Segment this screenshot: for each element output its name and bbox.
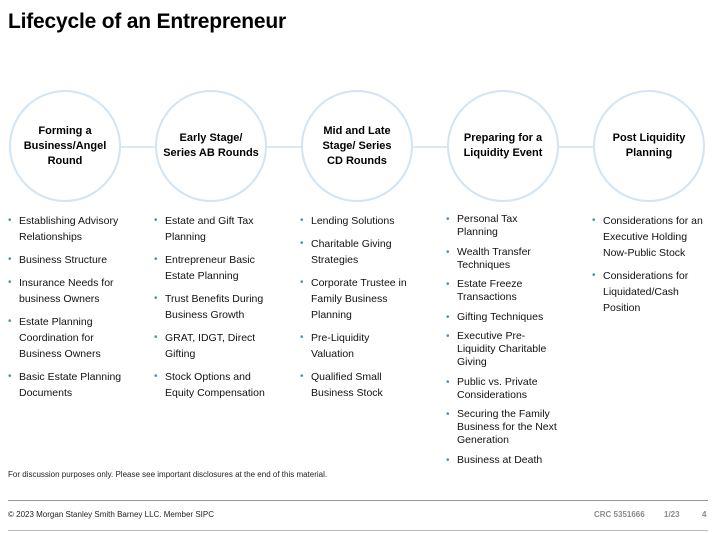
disclaimer-text: For discussion purposes only. Please see important disclosures at the end of this material.	[8, 470, 328, 479]
bullet-text: Executive Pre- Liquidity Charitable Giving	[457, 330, 547, 368]
list-item	[8, 275, 143, 307]
list-item	[446, 246, 581, 272]
list-item	[446, 454, 581, 467]
list-item	[8, 314, 143, 362]
list-item	[154, 330, 289, 362]
bullet-text: Business Structure	[19, 254, 108, 266]
bullet-text: Stock Options and Equity Compensation	[165, 371, 265, 399]
list-item	[300, 213, 435, 229]
list-item	[154, 369, 289, 401]
list-item	[154, 252, 289, 284]
footer-divider	[8, 500, 708, 501]
bullet-text: Estate Freeze Transactions	[457, 278, 523, 303]
list-item	[154, 213, 289, 245]
bullet-text: Charitable Giving Strategies	[311, 238, 392, 266]
list-item	[300, 275, 435, 323]
list-item	[446, 278, 581, 304]
stage-circle-early	[155, 90, 267, 202]
list-item	[446, 311, 581, 324]
stage-circle-preparing	[447, 90, 559, 202]
bullet-text: Wealth Transfer Techniques	[457, 245, 531, 271]
bullet-text: Estate and Gift Tax Planning	[165, 215, 254, 243]
bullet-text: Basic Estate Planning Documents	[19, 371, 122, 399]
stage-label: Mid and Late Stage/ Series CD Rounds	[322, 124, 392, 167]
bullet-list-mid-late	[300, 213, 435, 408]
bullet-text: Lending Solutions	[311, 215, 395, 227]
list-item	[446, 330, 581, 369]
bullet-text: Entrepreneur Basic Estate Planning	[165, 254, 255, 282]
stage-circle-mid-late	[301, 90, 413, 202]
stage-label: Early Stage/ Series AB Rounds	[163, 132, 259, 159]
list-item	[592, 213, 720, 261]
list-item	[154, 291, 289, 323]
stage-label: Preparing for a Liquidity Event	[463, 132, 543, 159]
list-item	[8, 213, 143, 245]
bullet-text: Considerations for an Executive Holding Now-Public Stock	[603, 215, 703, 259]
bullet-text: Estate Planning Coordination for Business Owners	[19, 316, 101, 360]
bullet-text: Pre-Liquidity Valuation	[311, 332, 370, 360]
bullet-list-post-liquidity	[592, 213, 720, 323]
bullet-list-preparing	[446, 213, 581, 473]
bullet-text: Trust Benefits During Business Growth	[165, 293, 264, 321]
list-item	[446, 408, 581, 447]
bullet-text: Public vs. Private Considerations	[457, 375, 538, 401]
stage-label: Post Liquidity Planning	[612, 132, 686, 159]
bullet-text: Qualified Small Business Stock	[311, 371, 383, 399]
bullet-text: Business at Death	[457, 453, 543, 466]
stage-circle-forming	[9, 90, 121, 202]
list-item	[446, 376, 581, 402]
document-code: CRC 5351666	[594, 510, 645, 519]
bullet-text: Securing the Family Business for the Next Generation	[457, 408, 557, 446]
bullet-list-forming	[8, 213, 143, 408]
bullet-text: Considerations for Liquidated/Cash Position	[603, 270, 689, 314]
footer-bottom-divider	[8, 530, 708, 531]
copyright-text: © 2023 Morgan Stanley Smith Barney LLC. Member SIPC	[8, 510, 214, 519]
list-item	[300, 369, 435, 401]
bullet-text: Corporate Trustee in Family Business Planning	[311, 277, 407, 321]
list-item	[446, 213, 581, 239]
bullet-text: GRAT, IDGT, Direct Gifting	[165, 332, 256, 360]
bullet-list-early	[154, 213, 289, 408]
page-title: Lifecycle of an Entrepreneur	[8, 10, 286, 33]
list-item	[8, 369, 143, 401]
document-date: 1/23	[664, 510, 680, 519]
list-item	[592, 268, 720, 316]
list-item	[300, 330, 435, 362]
page-number: 4	[702, 510, 707, 519]
bullet-text: Gifting Techniques	[457, 310, 544, 323]
stage-label: Forming a Business/Angel Round	[23, 124, 107, 167]
list-item	[300, 236, 435, 268]
stage-circle-post-liquidity	[593, 90, 705, 202]
bullet-text: Personal Tax Planning	[457, 213, 518, 238]
list-item	[8, 252, 143, 268]
bullet-text: Insurance Needs for business Owners	[19, 277, 114, 305]
bullet-text: Establishing Advisory Relationships	[19, 215, 119, 243]
